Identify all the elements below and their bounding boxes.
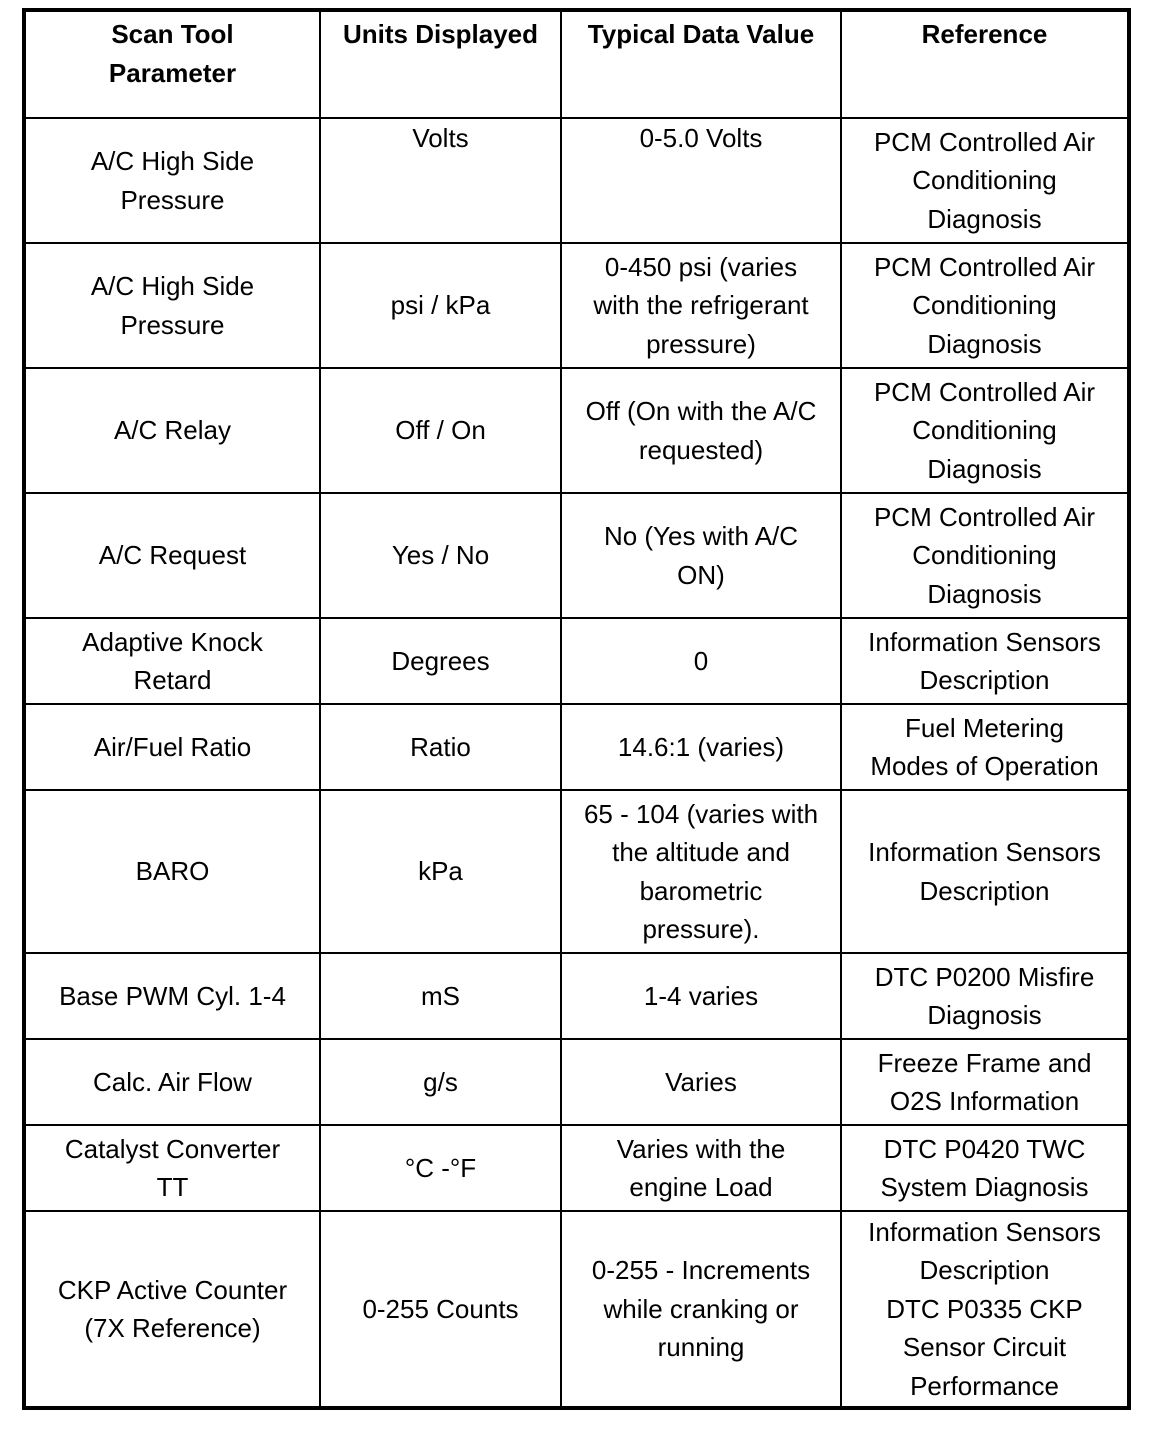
cell-reference: PCM Controlled Air Conditioning Diagnosis (841, 368, 1129, 493)
cell-typical-value: 1-4 varies (561, 953, 841, 1039)
cell-reference: Freeze Frame and O2S Information (841, 1039, 1129, 1125)
table-row (24, 1039, 1129, 1125)
table-row (24, 118, 1129, 243)
cell-typical-value: 14.6:1 (varies) (561, 704, 841, 790)
table-body (24, 118, 1129, 1408)
cell-units: mS (320, 953, 561, 1039)
cell-reference: PCM Controlled Air Conditioning Diagnosis (841, 493, 1129, 618)
cell-units: psi / kPa (320, 243, 561, 368)
cell-units: Volts (320, 118, 561, 243)
table-row (24, 1125, 1129, 1211)
cell-reference: Information Sensors Description (841, 618, 1129, 704)
cell-parameter: A/C High Side Pressure (24, 243, 320, 368)
cell-units: Degrees (320, 618, 561, 704)
cell-reference: DTC P0200 Misfire Diagnosis (841, 953, 1129, 1039)
table-row (24, 1211, 1129, 1408)
cell-typical-value: 0-450 psi (varies with the refrigerant pressure) (561, 243, 841, 368)
cell-units: 0-255 Counts (320, 1211, 561, 1408)
cell-parameter: BARO (24, 790, 320, 953)
cell-typical-value: 0 (561, 618, 841, 704)
header-units: Units Displayed (320, 10, 561, 118)
cell-typical-value: 0-255 - Increments while cranking or running (561, 1211, 841, 1408)
table-row (24, 493, 1129, 618)
cell-parameter: Calc. Air Flow (24, 1039, 320, 1125)
cell-parameter: A/C High Side Pressure (24, 118, 320, 243)
cell-typical-value: Off (On with the A/C requested) (561, 368, 841, 493)
cell-reference: Information Sensors Description (841, 790, 1129, 953)
cell-typical-value: Varies with the engine Load (561, 1125, 841, 1211)
cell-units: Ratio (320, 704, 561, 790)
cell-units: Yes / No (320, 493, 561, 618)
cell-parameter: A/C Request (24, 493, 320, 618)
cell-parameter: A/C Relay (24, 368, 320, 493)
cell-reference: PCM Controlled Air Conditioning Diagnosis (841, 118, 1129, 243)
table-row (24, 790, 1129, 953)
table-row (24, 368, 1129, 493)
cell-typical-value: Varies (561, 1039, 841, 1125)
cell-parameter: Air/Fuel Ratio (24, 704, 320, 790)
cell-units: Off / On (320, 368, 561, 493)
cell-parameter: CKP Active Counter (7X Reference) (24, 1211, 320, 1408)
cell-reference: PCM Controlled Air Conditioning Diagnosis (841, 243, 1129, 368)
cell-units: kPa (320, 790, 561, 953)
table-row (24, 953, 1129, 1039)
cell-typical-value: 65 - 104 (varies with the altitude and barometric pressure). (561, 790, 841, 953)
header-row (24, 10, 1129, 118)
cell-reference: Fuel Metering Modes of Operation (841, 704, 1129, 790)
scan-tool-parameter-table (22, 8, 1131, 1410)
cell-parameter: Adaptive Knock Retard (24, 618, 320, 704)
cell-reference: DTC P0420 TWC System Diagnosis (841, 1125, 1129, 1211)
cell-parameter: Base PWM Cyl. 1-4 (24, 953, 320, 1039)
table-row (24, 618, 1129, 704)
header-typical-value: Typical Data Value (561, 10, 841, 118)
table-row (24, 243, 1129, 368)
header-parameter: Scan Tool Parameter (24, 10, 320, 118)
cell-reference: Information Sensors Description DTC P0335 CKP Sensor Circuit Performance (841, 1211, 1129, 1408)
cell-parameter: Catalyst Converter TT (24, 1125, 320, 1211)
cell-units: g/s (320, 1039, 561, 1125)
cell-typical-value: 0-5.0 Volts (561, 118, 841, 243)
cell-typical-value: No (Yes with A/C ON) (561, 493, 841, 618)
cell-units: °C -°F (320, 1125, 561, 1211)
header-reference: Reference (841, 10, 1129, 118)
table-row (24, 704, 1129, 790)
